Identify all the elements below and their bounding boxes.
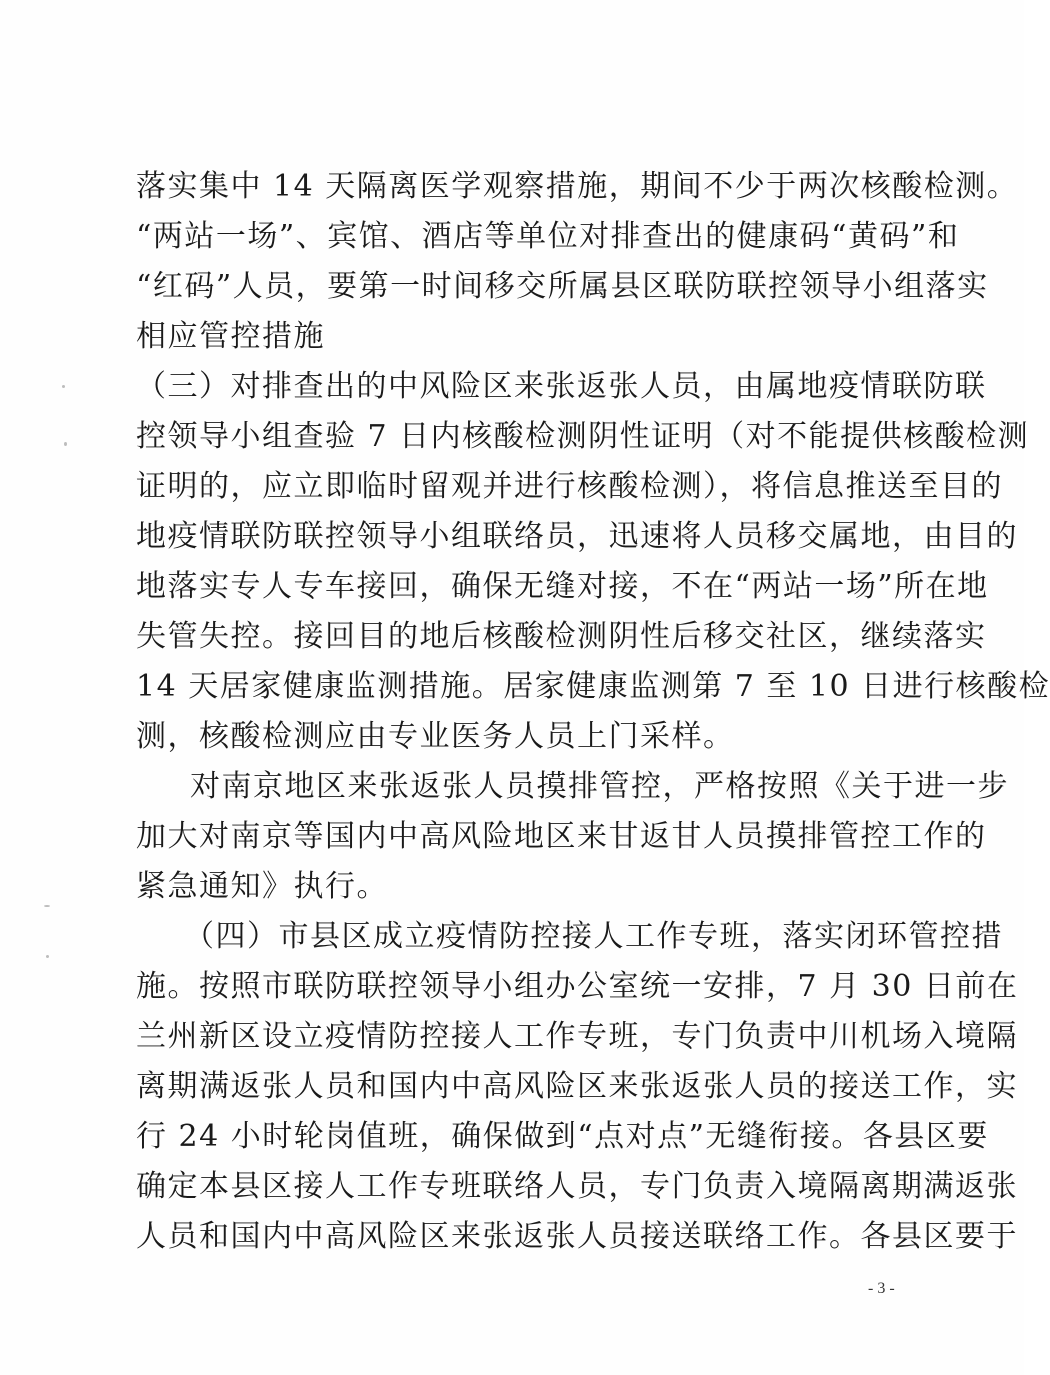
page-number: - 3 - <box>868 1280 895 1297</box>
text-line: 相应管控措施 <box>136 319 325 354</box>
scan-speck <box>64 442 67 446</box>
text-line: “红码”人员，要第一时间移交所属县区联防联控领导小组落实 <box>136 269 989 304</box>
text-line: 离期满返张人员和国内中高风险区来张返张人员的接送工作，实 <box>136 1069 1018 1104</box>
text-line: 地落实专人专车接回，确保无缝对接，不在“两站一场”所在地 <box>136 569 989 604</box>
text-line: （四）市县区成立疫情防控接人工作专班，落实闭环管控措 <box>184 919 1003 954</box>
text-line: 加大对南京等国内中高风险地区来甘返甘人员摸排管控工作的 <box>136 819 987 854</box>
scan-speck <box>62 385 65 388</box>
text-line: 施。按照市联防联控领导小组办公室统一安排，7 月 30 日前在 <box>136 969 1019 1004</box>
text-line: 对南京地区来张返张人员摸排管控，严格按照《关于进一步 <box>190 769 1009 804</box>
text-line: “两站一场”、宾馆、酒店等单位对排查出的健康码“黄码”和 <box>136 219 960 254</box>
text-line: 紧急通知》执行。 <box>136 869 388 904</box>
text-line: 落实集中 14 天隔离医学观察措施，期间不少于两次核酸检测。 <box>136 169 1019 204</box>
text-line: 行 24 小时轮岗值班，确保做到“点对点”无缝衔接。各县区要 <box>136 1119 989 1154</box>
text-line: 兰州新区设立疫情防控接人工作专班，专门负责中川机场入境隔 <box>136 1019 1018 1054</box>
text-line: 证明的，应立即临时留观并进行核酸检测），将信息推送至目的 <box>136 469 1003 504</box>
scan-speck <box>44 905 50 907</box>
text-line: 控领导小组查验 7 日内核酸检测阴性证明（对不能提供核酸检测 <box>136 419 1030 454</box>
text-line: 确定本县区接人工作专班联络人员，专门负责入境隔离期满返张 <box>136 1169 1018 1204</box>
text-line: 测，核酸检测应由专业医务人员上门采样。 <box>136 719 735 754</box>
text-line: （三）对排查出的中风险区来张返张人员，由属地疫情联防联 <box>136 369 987 404</box>
text-line: 人员和国内中高风险区来张返张人员接送联络工作。各县区要于 <box>136 1219 1018 1254</box>
text-line: 地疫情联防联控领导小组联络员，迅速将人员移交属地，由目的 <box>136 519 1018 554</box>
text-line: 14 天居家健康监测措施。居家健康监测第 7 至 10 日进行核酸检 <box>136 669 1050 704</box>
text-line: 失管失控。接回目的地后核酸检测阴性后移交社区，继续落实 <box>136 619 987 654</box>
scan-speck <box>46 955 49 958</box>
